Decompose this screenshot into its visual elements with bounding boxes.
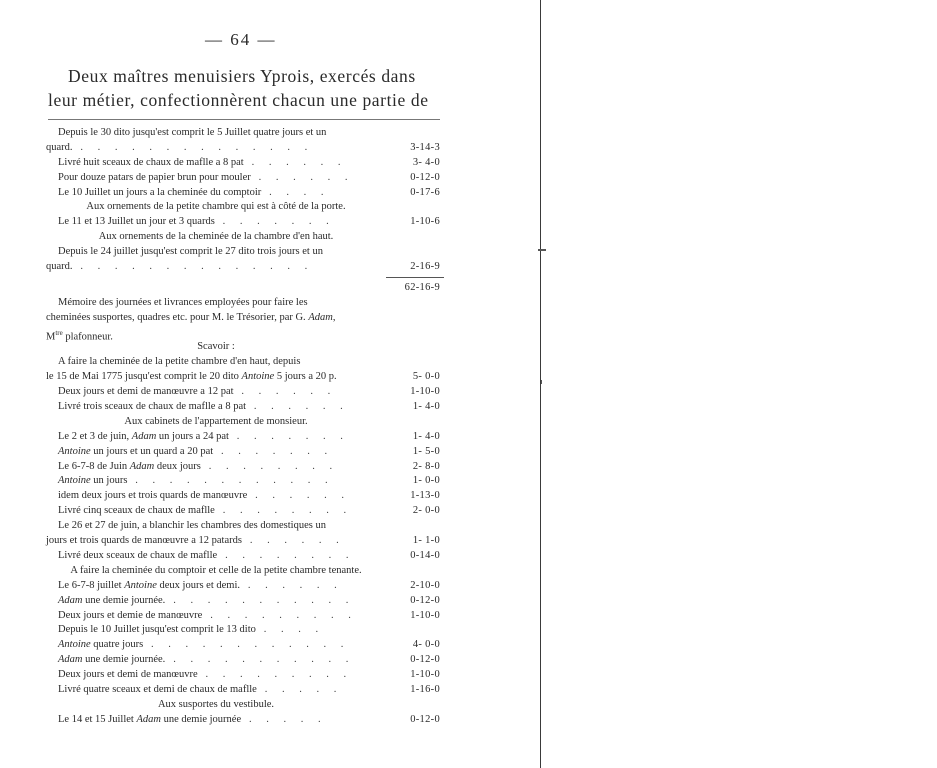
ledger-text: Le 11 et 13 Juillet un jour et 3 quards . . . . . . . xyxy=(58,216,335,228)
ledger-row xyxy=(46,415,446,430)
leader-dots: . . . . . . . . . . . xyxy=(173,654,355,666)
ledger-amount: 1- 4-0 xyxy=(412,401,440,413)
ledger-row xyxy=(46,260,446,275)
ledger-amount: 0-12-0 xyxy=(410,594,440,606)
leader-dots: . . . . . . . xyxy=(222,216,335,228)
ledger-text: le 15 de Mai 1775 jusqu'est comprit le 20 dito Antoine 5 jours a 20 p. xyxy=(46,371,337,383)
ledger-row xyxy=(46,549,446,564)
ledger-amount: 1- 1-0 xyxy=(412,535,440,547)
ledger-amount: 4- 0-0 xyxy=(412,639,440,651)
ledger-row xyxy=(46,230,446,245)
ledger-row xyxy=(46,474,446,489)
ledger-text: Depuis le 30 dito jusqu'est comprit le 5 Juillet quatre jours et un xyxy=(58,127,327,138)
ledger-row xyxy=(46,156,446,171)
ledger-text: Le 26 et 27 de juin, a blanchir les chambres des domestiques un xyxy=(58,520,326,532)
ledger-row xyxy=(46,713,446,728)
leader-dots: . . . . xyxy=(269,186,330,198)
leader-dots: . . . . . . . . . xyxy=(210,609,357,621)
ledger-text: Livré deux sceaux de chaux de maflle . . . . . . . . xyxy=(58,549,355,561)
ledger-amount: 0-12-0 xyxy=(410,654,440,666)
leader-dots: . . . . . . . . xyxy=(222,505,353,517)
ledger-text: idem deux jours et trois quards de manœuvre . . . . . . xyxy=(58,490,350,502)
ledger-amount: 1-10-0 xyxy=(410,669,440,681)
leader-dots: . . . . . . . . . . . . xyxy=(151,639,350,651)
ledger-amount: 0-12-0 xyxy=(410,713,440,725)
ledger-text: Livré quatre sceaux et demi de chaux de maflle . . . . . xyxy=(58,683,343,695)
intro-paragraph xyxy=(48,64,440,112)
leader-dots: . . . . . . . . . . . . . . xyxy=(80,141,314,153)
ledger-text: Livré cinq sceaux de chaux de maflle . . . . . . . . xyxy=(58,505,353,517)
ledger-text: Livré trois sceaux de chaux de maflle a 8 pat . . . . . . xyxy=(58,401,349,413)
ledger-row xyxy=(46,653,446,668)
page-gutter-line xyxy=(540,0,541,768)
leader-dots: . . . . . xyxy=(249,713,327,725)
leader-dots: . . . . . . . . xyxy=(225,549,355,561)
ledger-row xyxy=(46,430,446,445)
ledger-text: Aux ornements de la cheminée de la chambre d'en haut. xyxy=(98,231,334,243)
header-rule xyxy=(48,119,440,120)
leader-dots: . . . . . . xyxy=(251,156,347,168)
ledger-row xyxy=(46,141,446,156)
ledger-row xyxy=(46,245,446,260)
ledger-row xyxy=(46,281,446,296)
ledger-text: quard. . . . . . . . . . . . . . . xyxy=(46,261,314,273)
ledger-amount: 0-17-6 xyxy=(410,186,440,198)
ledger-text: Le 10 Juillet un jours a la cheminée du comptoir . . . . xyxy=(58,186,330,198)
ledger-text: Adam une demie journée. . . . . . . . . . . . xyxy=(58,594,355,606)
ledger-text: Aux cabinets de l'appartement de monsieur. xyxy=(124,415,308,427)
ledger-row xyxy=(46,668,446,683)
ledger-amount: 1- 4-0 xyxy=(412,430,440,442)
ledger-row xyxy=(46,638,446,653)
ledger-text: A faire la cheminée de la petite chambre d'en haut, depuis xyxy=(58,356,301,368)
ledger-row xyxy=(46,534,446,549)
ledger-row xyxy=(46,504,446,519)
leader-dots: . . . . . . . . . . . xyxy=(173,594,355,606)
sum-line xyxy=(386,277,444,278)
leader-dots: . . . . . . . . . . . . . . xyxy=(80,261,314,273)
ledger-row xyxy=(46,698,446,713)
ledger-row xyxy=(46,609,446,624)
ledger-amount: 2-16-9 xyxy=(410,261,440,273)
ledger-text: Deux jours et demi de manœuvre . . . . . . . . . xyxy=(58,669,353,681)
ledger-row xyxy=(46,215,446,230)
ledger-amount: 5- 0-0 xyxy=(412,371,440,383)
ledger-text: Antoine un jours . . . . . . . . . . . . xyxy=(58,475,334,487)
ledger-row xyxy=(46,171,446,186)
ledger-row xyxy=(46,326,446,341)
ledger-text: Le 6-7-8 de Juin Adam deux jours . . . . . . . . xyxy=(58,460,339,472)
ledger-amount: 2- 0-0 xyxy=(412,505,440,517)
ink-blot xyxy=(538,249,546,251)
ledger-row xyxy=(46,370,446,385)
leader-dots: . . . . xyxy=(263,624,325,636)
ledger-amount: 62-16-9 xyxy=(404,281,440,293)
ledger-row xyxy=(46,594,446,609)
ledger-row xyxy=(46,311,446,326)
ledger-text: Deux jours et demi de manœuvre a 12 pat . . . . . . xyxy=(58,386,337,398)
ledger-row xyxy=(46,340,446,355)
ledger-text: quard. . . . . . . . . . . . . . . xyxy=(46,141,314,153)
ledger-row xyxy=(46,519,446,534)
leader-dots: . . . . . . xyxy=(253,401,349,413)
ledger-amount: 1-10-0 xyxy=(410,609,440,621)
ledger-amount: 1-10-0 xyxy=(410,386,440,398)
ledger-amount: 3-14-3 xyxy=(410,141,440,153)
ledger-row xyxy=(46,186,446,201)
intro-line: Deux maîtres menuisiers Yprois, exercés dans xyxy=(68,66,416,86)
ledger-row xyxy=(46,683,446,698)
ledger-row xyxy=(46,445,446,460)
ledger-amount: 0-12-0 xyxy=(410,171,440,183)
ledger xyxy=(46,126,446,728)
ledger-amount: 2- 8-0 xyxy=(412,460,440,472)
page-number: — 64 — xyxy=(205,30,277,49)
leader-dots: . . . . . . xyxy=(247,579,343,591)
ledger-text: Aux ornements de la petite chambre qui est à côté de la porte. xyxy=(86,201,346,213)
ledger-amount: 1-13-0 xyxy=(410,490,440,502)
ledger-text: Pour douze patars de papier brun pour mouler . . . . . . xyxy=(58,171,354,183)
ledger-text: Depuis le 24 juillet jusqu'est comprit le 27 dito trois jours et un xyxy=(58,246,323,258)
ledger-row xyxy=(46,623,446,638)
ledger-text: cheminées susportes, quadres etc. pour M. le Trésorier, par G. Adam, xyxy=(46,311,336,323)
ledger-text: Antoine quatre jours . . . . . . . . . . . . xyxy=(58,639,350,651)
leader-dots: . . . . . . . xyxy=(221,445,334,457)
ledger-text: Depuis le 10 Juillet jusqu'est comprit le 13 dito . . . . xyxy=(58,624,325,636)
ledger-amount: 3- 4-0 xyxy=(412,156,440,168)
ledger-text: Adam une demie journée. . . . . . . . . . . . xyxy=(58,654,355,666)
leader-dots: . . . . . . xyxy=(249,535,345,547)
leader-dots: . . . . . xyxy=(264,683,343,695)
ledger-text: Livré huit sceaux de chaux de maflle a 8 pat . . . . . . xyxy=(58,156,347,168)
leader-dots: . . . . . . xyxy=(241,386,337,398)
ledger-amount: 1- 5-0 xyxy=(412,445,440,457)
ledger-text: jours et trois quards de manœuvre a 12 patards . . . . . . xyxy=(46,535,345,547)
ink-speck xyxy=(541,380,542,384)
leader-dots: . . . . . . . . xyxy=(208,460,339,472)
leader-dots: . . . . . . . xyxy=(236,430,349,442)
ledger-amount: 1-10-6 xyxy=(410,216,440,228)
ledger-text: Antoine un jours et un quard a 20 pat . . . . . . . xyxy=(58,445,334,457)
ledger-text: Aux susportes du vestibule. xyxy=(157,698,275,710)
leader-dots: . . . . . . xyxy=(258,171,354,183)
leader-dots: . . . . . . . . . xyxy=(205,669,353,681)
leader-dots: . . . . . . xyxy=(255,490,350,502)
ledger-text: A faire la cheminée du comptoir et celle de la petite chambre tenante. xyxy=(70,564,362,576)
ledger-text: Le 14 et 15 Juillet Adam une demie journée . . . . . xyxy=(58,713,327,725)
ledger-row xyxy=(46,126,446,141)
ledger-row xyxy=(46,200,446,215)
ledger-row xyxy=(46,460,446,475)
ledger-text: Deux jours et demie de manœuvre . . . . . . . . . xyxy=(58,609,357,621)
ledger-amount: 0-14-0 xyxy=(410,549,440,561)
ledger-row xyxy=(46,579,446,594)
ledger-row xyxy=(46,564,446,579)
ledger-row xyxy=(46,400,446,415)
ledger-text: $M^{tre}$ plafonneur. xyxy=(46,328,113,343)
ledger-row xyxy=(46,296,446,311)
ledger-amount: 1-16-0 xyxy=(410,683,440,695)
ledger-text: Le 6-7-8 juillet Antoine deux jours et demi. . . . . . . xyxy=(58,579,343,591)
ledger-text: Le 2 et 3 de juin, Adam un jours a 24 pat . . . . . . . xyxy=(58,430,349,442)
leader-dots: . . . . . . . . . . . . xyxy=(135,475,334,487)
intro-line: leur métier, confectionnèrent chacun une partie de xyxy=(48,90,429,110)
ledger-amount: 1- 0-0 xyxy=(412,475,440,487)
ledger-row xyxy=(46,385,446,400)
ledger-row xyxy=(46,355,446,370)
ledger-row xyxy=(46,489,446,504)
ledger-text: Mémoire des journées et livrances employées pour faire les xyxy=(58,296,308,308)
ledger-text: Scavoir : xyxy=(197,341,235,353)
ledger-amount: 2-10-0 xyxy=(410,579,440,591)
